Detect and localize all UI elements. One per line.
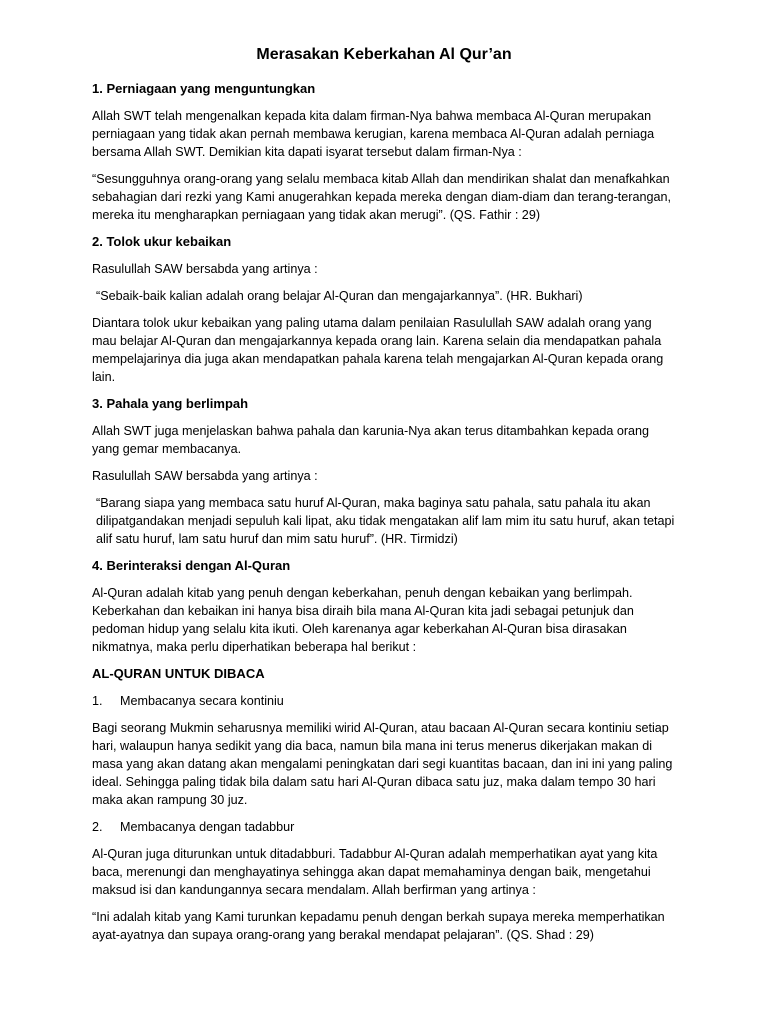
section-3-quote: “Barang siapa yang membaca satu huruf Al-Quran, maka baginya satu pahala, satu pahala itu akan dilipatgandakan menjadi sepuluh kali lipat, aku tidak mengatakan alif lam mim itu satu huruf, akan tetapi alif satu huruf, lam satu huruf dan mim satu huruf”. (HR. Tirmidzi) [96,496,675,546]
document-title: Merasakan Keberkahan Al Qur’an [256,46,512,63]
list-item-1-number: 1. [92,694,103,708]
list-item-1-label: Membacanya secara kontiniu [120,694,284,708]
section-1-paragraph-1: Allah SWT telah mengenalkan kepada kita dalam firman-Nya bahwa membaca Al-Quran merupakan perniagaan yang tidak akan pernah membawa kerugian, karena membaca Al-Quran adalah perniaga bersama Allah SWT. Demikian kita dapati isyarat tersebut dalam firman-Nya : [92,109,655,159]
section-3-paragraph-2: Rasulullah SAW bersabda yang artinya : [92,469,318,483]
list-item-2 [92,818,676,836]
list-item-1-paragraph: Bagi seorang Mukmin seharusnya memiliki wirid Al-Quran, atau bacaan Al-Quran secara kontiniu setiap hari, walaupun hanya sedikit yang dia baca, namun bila mana ini terus menerus dikerjakan makan di masa yang akan datang akan mengalami peningkatan dari segi kuantitas bacaan, dan ini ini yang paling ideal. Sehingga paling tidak bila dalam satu hari Al-Quran dibaca satu juz, maka dalam tempo 30 hari maka akan rampung 30 juz. [92,721,673,807]
section-3-heading: 3. Pahala yang berlimpah [92,396,249,411]
list-item-1 [92,692,676,710]
section-1-quote: “Sesungguhnya orang-orang yang selalu membaca kitab Allah dan mendirikan shalat dan menafkahkan sebahagian dari rezki yang Kami anugerahkan kepada mereka dengan diam-diam dan terang-terangan, mereka itu mengharapkan perniagaan yang tidak akan merugi”. (QS. Fathir : 29) [92,172,671,222]
section-2-paragraph-1: Rasulullah SAW bersabda yang artinya : [92,262,318,276]
section-4-paragraph-1: Al-Quran adalah kitab yang penuh dengan keberkahan, penuh dengan kebaikan yang berlimpah. Keberkahan dan kebaikan ini hanya bisa diraih bila mana Al-Quran kita jadi sebagai petunjuk dan pedoman hidup yang selalu kita ikuti. Oleh karenanya agar keberkahan Al-Quran bisa dirasakan nikmatnya, maka perlu diperhatikan beberapa hal berikut : [92,586,634,654]
section-2-quote: “Sebaik-baik kalian adalah orang belajar Al-Quran dan mengajarkannya”. (HR. Bukhari) [96,289,583,303]
list-item-2-quote: “Ini adalah kitab yang Kami turunkan kepadamu penuh dengan berkah supaya mereka memperhatikan ayat-ayatnya dan supaya orang-orang yang berakal mendapat pelajaran”. (QS. Shad : 29) [92,910,665,942]
section-2-paragraph-2: Diantara tolok ukur kebaikan yang paling utama dalam penilaian Rasulullah SAW adalah orang yang mau belajar Al-Quran dan mengajarkannya kepada orang lain. Karena selain dia mendapatkan pahala mempelajarinya dia juga akan mendapatkan pahala karena telah mengajarkan Al-Quran kepada orang lain. [92,316,664,384]
list-item-2-number: 2. [92,820,103,834]
section-4-heading: 4. Berinteraksi dengan Al-Quran [92,558,291,573]
section-1-heading: 1. Perniagaan yang menguntungkan [92,81,316,96]
section-3-paragraph-1: Allah SWT juga menjelaskan bahwa pahala dan karunia-Nya akan terus ditambahkan kepada orang yang gemar membacanya. [92,424,650,456]
list-item-2-paragraph: Al-Quran juga diturunkan untuk ditadabburi. Tadabbur Al-Quran adalah memperhatikan ayat yang kita baca, merenungi dan menghayatinya sehingga akan dapat memahaminya dengan baik, mengetahui maksud isi dan kandungannya secara mendalam. Allah berfirman yang artinya : [92,847,658,897]
section-2-heading: 2. Tolok ukur kebaikan [92,234,232,249]
list-item-2-label: Membacanya dengan tadabbur [120,820,295,834]
section-5-heading: AL-QURAN UNTUK DIBACA [92,666,265,681]
